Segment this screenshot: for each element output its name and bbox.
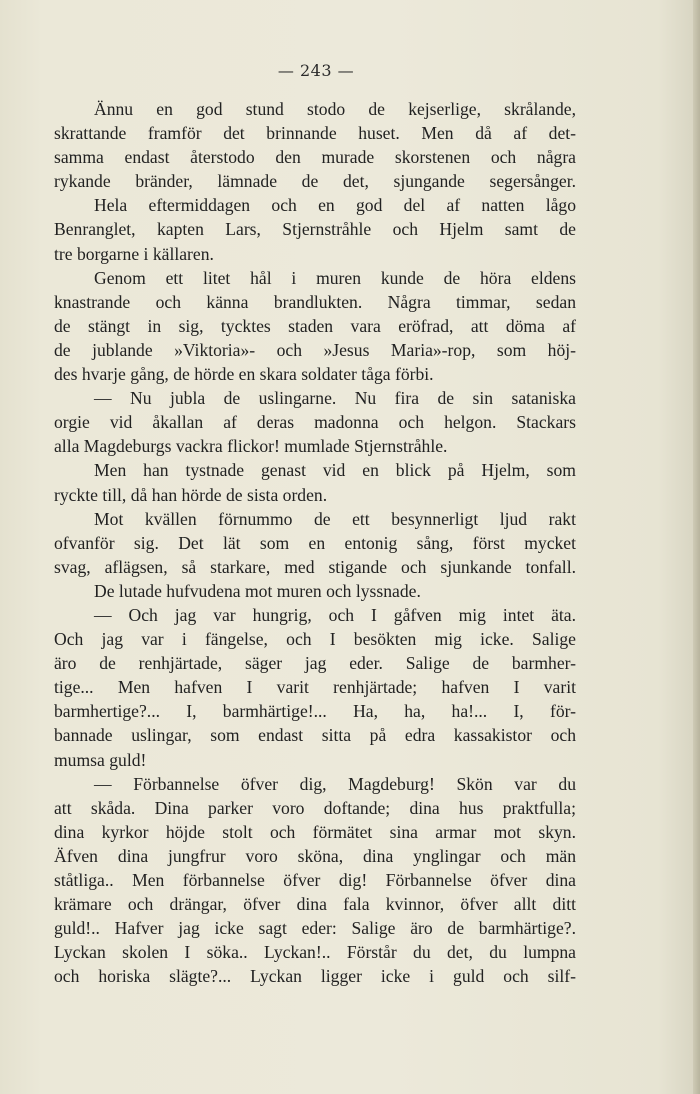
text-line: Mot kvällen förnummo de ett besynnerligt ljud rakt (94, 508, 576, 529)
text-line: — Förbannelse öfver dig, Magdeburg! Skön var du (94, 773, 576, 794)
text-line: des hvarje gång, de hörde en skara soldater tåga förbi. (54, 364, 434, 385)
text-line: orgie vid åkallan af deras madonna och helgon. Stackars (54, 412, 576, 433)
text-line: alla Magdeburgs vackra flickor! mumlade Stjernstråhle. (54, 436, 448, 457)
text-line: Äfven dina jungfrur voro sköna, dina ynglingar och män (54, 845, 576, 866)
text-line: tige... Men hafven I varit renhjärtade; hafven I varit (54, 677, 576, 698)
text-line: de stängt in sig, tycktes staden vara eröfrad, att döma af (54, 315, 576, 336)
text-line: Och jag var i fängelse, och I besökten mig icke. Salige (54, 629, 576, 650)
text-line: de jublande »Viktoria»- och »Jesus Maria»-rop, som höj- (54, 339, 576, 360)
page-number: — 243 — (277, 61, 355, 80)
text-line: Men han tystnade genast vid en blick på Hjelm, som (94, 460, 576, 481)
text-line: ryckte till, då han hörde de sista orden. (54, 484, 328, 505)
text-line: ståtliga.. Men förbannelse öfver dig! Förbannelse öfver dina (54, 870, 576, 890)
text-line: äro de renhjärtade, säger jag eder. Salige de barmher- (54, 653, 576, 674)
text-line: — Nu jubla de uslingarne. Nu fira de sin sataniska (94, 388, 576, 409)
text-line: guld!.. Hafver jag icke sagt eder: Salige äro de barmhärtige?. (54, 918, 576, 939)
page-edge (693, 0, 700, 1094)
text-line: krämare och drängar, öfver dina fala kvinnor, öfver allt ditt (54, 894, 576, 915)
text-line: svag, aflägsen, så starkare, med stigande och sjunkande tonfall. (54, 556, 576, 577)
text-line: bannade uslingar, som endast sitta på edra kassakistor och (54, 725, 576, 746)
text-line: — Och jag var hungrig, och I gåfven mig intet äta. (94, 604, 576, 625)
text-line: Lyckan skolen I söka.. Lyckan!.. Förstår du det, du lumpna (54, 942, 576, 963)
text-line: ofvanför sig. Det lät som en entonig sång, först mycket (54, 532, 576, 553)
text-line: mumsa guld! (54, 749, 147, 770)
text-line: Benranglet, kapten Lars, Stjernstråhle och Hjelm samt de (54, 219, 576, 240)
text-line: knastrande och känna brandlukten. Några timmar, sedan (54, 291, 576, 312)
body-text (54, 97, 576, 988)
text-line: och horiska slägte?... Lyckan ligger icke i guld och silf- (54, 966, 576, 987)
text-line: rykande bränder, lämnade de det, sjungande segersånger. (54, 171, 576, 192)
text-line: att skåda. Dina parker voro doftande; dina hus praktfulla; (54, 797, 576, 818)
text-line: De lutade hufvudena mot muren och lyssnade. (94, 580, 421, 601)
text-line: barmhertige?... I, barmhärtige!... Ha, ha, ha!... I, för- (54, 701, 576, 722)
text-line: skrattande framför det brinnande huset. Men då af det- (54, 123, 576, 144)
text-line: Genom ett litet hål i muren kunde de höra eldens (94, 267, 576, 288)
text-line: dina kyrkor höjde stolt och förmätet sina armar mot skyn. (54, 821, 576, 842)
text-line: Ännu en god stund stodo de kejserlige, skrålande, (94, 99, 576, 119)
text-line: Hela eftermiddagen och en god del af natten lågo (94, 195, 576, 216)
text-line: tre borgarne i källaren. (54, 243, 214, 264)
text-line: samma endast återstodo den murade skorstenen och några (54, 147, 576, 168)
